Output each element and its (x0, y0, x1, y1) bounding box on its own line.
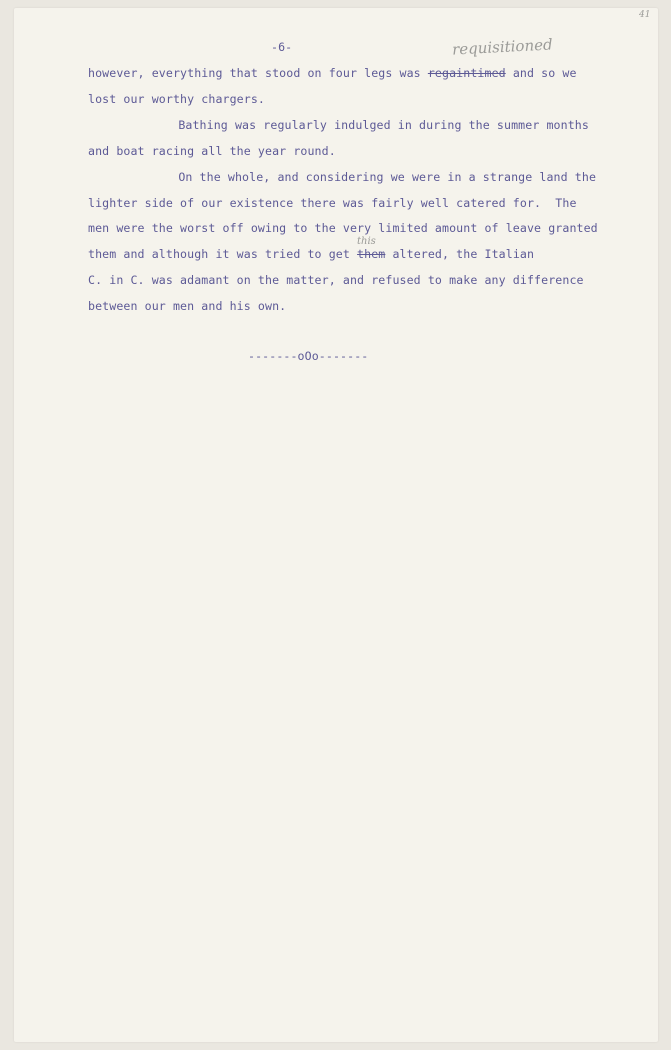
text-line: C. in C. was adamant on the matter, and refused to make any difference (88, 273, 584, 287)
separator: -------oOo------- (248, 349, 369, 363)
page-number: -6- (271, 40, 293, 54)
text-line: men were the worst off owing to the very limited amount of leave granted (88, 221, 598, 235)
folio-number: 41 (639, 10, 651, 20)
struck-word: regaintimed (427, 66, 506, 80)
text-line: lost our worthy chargers. (88, 92, 266, 106)
margin-note: requisitioned (451, 35, 554, 59)
text-line: On the whole, and considering we were in a strange land the (150, 170, 597, 184)
text-line: lighter side of our existence there was fairly well catered for. The (88, 196, 577, 210)
struck-word: them (357, 247, 386, 261)
text-line: Bathing was regularly indulged in during the summer months (150, 118, 589, 132)
text-line: between our men and his own. (88, 299, 287, 313)
text-line: and boat racing all the year round. (88, 144, 336, 158)
document-page (14, 8, 658, 1042)
interlinear-correction: this (357, 236, 376, 247)
text-line: however, everything that stood on four legs was regaintimed and so we (88, 66, 577, 80)
text-line: them and although it was tried to get them altered, the Italian (88, 247, 535, 261)
